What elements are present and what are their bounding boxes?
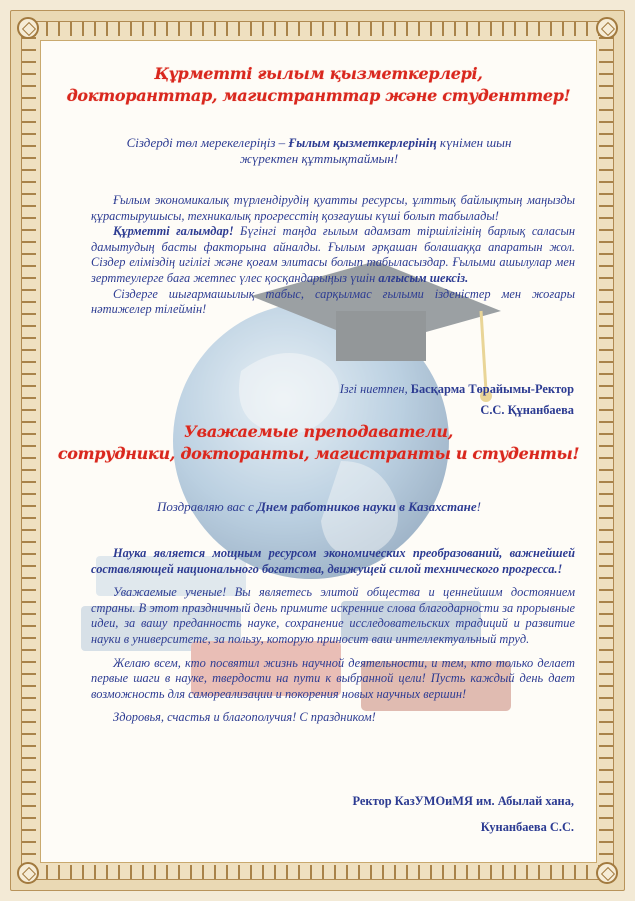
kazakh-greeting (99, 135, 539, 167)
kazakh-heading-line1: Құрметті ғылым қызметкерлері, (154, 64, 483, 83)
kazakh-signature-position: Басқарма Төрайымы-Ректор (410, 382, 574, 396)
kazakh-greeting-bold: Ғылым қызметкерлерінің (288, 135, 437, 150)
russian-signature-name (481, 819, 574, 835)
kazakh-body (91, 193, 575, 318)
russian-paragraph-3: Желаю всем, кто посвятил жизнь научной деятельности, и тем, кто только делает первые шаги в науке, твердости на пути к выбранной цели! Пусть каждый день дает возможность для самореализации и покорения новых научных вершин! (91, 655, 575, 701)
kazakh-signature-prefix: Ізгі ниетпен, (339, 382, 411, 396)
kazakh-greeting-text: Сіздерді төл мерекелеріңіз – (126, 135, 289, 150)
corner-ornament-icon (596, 17, 618, 39)
kazakh-paragraph-3: Сіздерге шығармашылық табыс, сарқылмас ғылыми ізденістер мен жоғары нәтижелер тілеймін! (91, 286, 575, 317)
kazakh-paragraph-1: Ғылым экономикалық түрлендірудің қуатты ресурсы, ұлттық байлықтың маңызды құрастырушысы, техникалық прогресстің қозғаушы күші болып табылады! (91, 193, 575, 223)
russian-signature-name-text: Кунанбаева С.С. (480, 820, 574, 834)
corner-ornament-icon (17, 17, 39, 39)
russian-greeting-end: ! (476, 499, 481, 514)
kazakh-paragraph-2-end: алғысым шексіз. (378, 270, 469, 285)
kazakh-signature-title (340, 381, 574, 397)
russian-paragraph-1: Наука является мощным ресурсом экономических преобразований, важнейшей составляющей национального богатства, движущей силой технического прогресса.! (91, 546, 575, 576)
russian-signature-position: Ректор КазУМОиМЯ им. Абылай хана, (352, 794, 574, 808)
kazakh-paragraph-2 (91, 224, 575, 286)
russian-heading-line1: Уважаемые преподаватели, (183, 422, 454, 441)
kazakh-signature-name-text: С.С. Құнанбаева (480, 403, 574, 417)
kazakh-greeting-end: күнімен шын жүректен құттықтаймын! (239, 135, 512, 166)
russian-heading-line2: сотрудники, докторанты, магистранты и студенты! (57, 444, 580, 463)
russian-greeting-text: Поздравляю вас с (156, 499, 258, 514)
corner-ornament-icon (17, 862, 39, 884)
letter-sheet (40, 40, 597, 863)
russian-greeting (99, 499, 539, 515)
russian-heading (41, 421, 596, 465)
russian-paragraph-4: Здоровья, счастья и благополучия! С праздником! (113, 710, 376, 725)
kazakh-paragraph-2-text: Бүгінгі таңда ғылым адамзат тіршілігінің барлық саласын дамытудың басты факторына айналды. Ғылым әрқашан болашаққа апаратын жол. Сіздер еліміздің игілігі және қоғам элитасы болып табыласыздар. Ғылыми ашылулар мен зерттеулерге баға жетпес үлес қосқандарыңыз үшін (91, 224, 576, 285)
russian-signature-title (353, 793, 574, 809)
russian-body (91, 546, 575, 734)
corner-ornament-icon (596, 862, 618, 884)
kazakh-heading-line2: докторанттар, магистранттар және студенттер! (66, 86, 571, 105)
russian-paragraph-2: Уважаемые ученые! Вы являетесь элитой общества и ценнейшим достоянием страны. В этот праздничный день примите искренние слова благодарности за прорывные идеи, за вашу преданность науке, сохранение исследовательских традиций и развитие науки в университете, за пользу, которую приносит ваш интеллектуальный труд. (91, 585, 575, 646)
kazakh-signature-name (480, 402, 574, 418)
kazakh-heading (41, 63, 596, 107)
kazakh-paragraph-2-bold: Құрметті ғалымдар! (113, 224, 234, 239)
russian-greeting-bold: Днем работников науки в Казахстане (257, 499, 477, 514)
